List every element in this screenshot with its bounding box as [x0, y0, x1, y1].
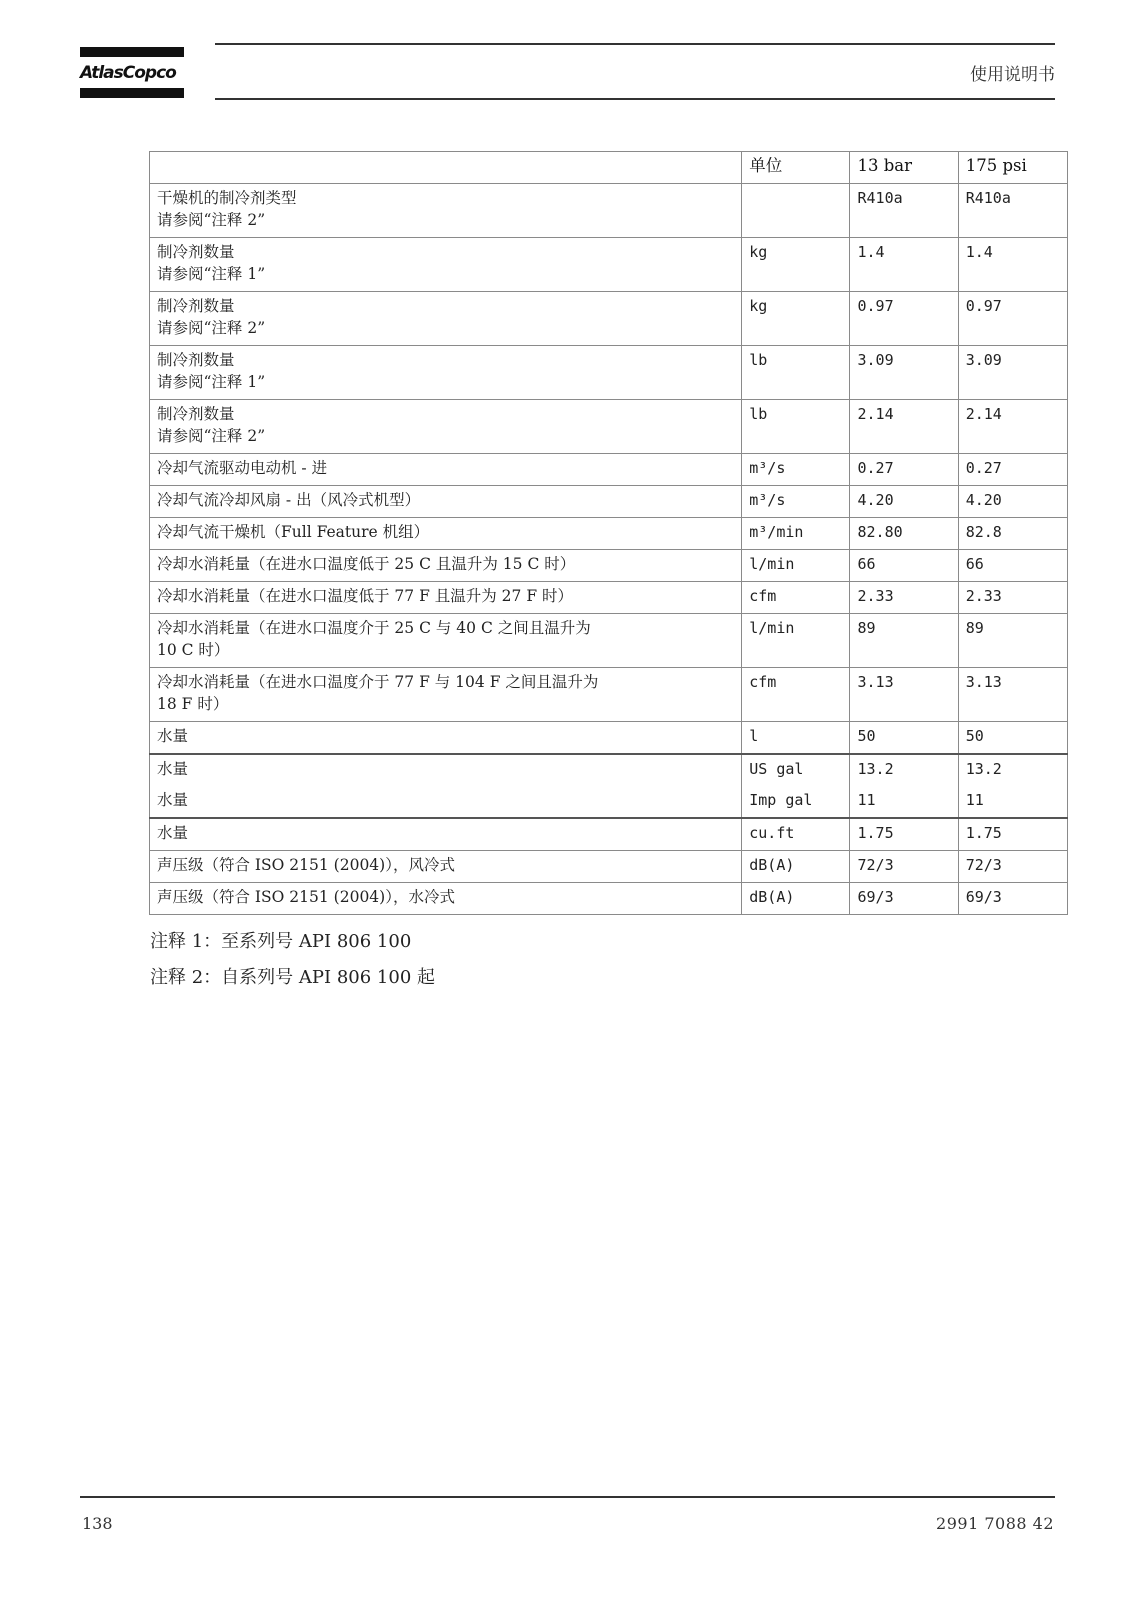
cell-unit: cfm — [742, 668, 850, 722]
cell-175psi: 1.75 — [958, 818, 1067, 851]
description-line: 制冷剂数量 — [157, 243, 235, 261]
cell-description — [150, 786, 742, 818]
cell-13bar: 50 — [850, 722, 958, 755]
note-1: 注释 1：至系列号 API 806 100 — [150, 931, 412, 952]
description-line: 10 C 时） — [157, 641, 230, 659]
description-line: 水量 — [157, 760, 189, 778]
cell-175psi: 4.20 — [958, 486, 1067, 518]
table-row — [150, 454, 1068, 486]
cell-unit: kg — [742, 238, 850, 292]
cell-description — [150, 346, 742, 400]
cell-unit: lb — [742, 400, 850, 454]
note-2: 注释 2：自系列号 API 806 100 起 — [150, 967, 435, 988]
cell-13bar: 13.2 — [850, 754, 958, 786]
cell-13bar: R410a — [850, 184, 958, 238]
cell-description — [150, 614, 742, 668]
cell-unit: dB(A) — [742, 883, 850, 915]
table-row — [150, 550, 1068, 582]
table-row — [150, 582, 1068, 614]
table-row — [150, 518, 1068, 550]
cell-unit: cfm — [742, 582, 850, 614]
cell-13bar: 3.13 — [850, 668, 958, 722]
cell-13bar: 0.27 — [850, 454, 958, 486]
cell-description — [150, 818, 742, 851]
cell-175psi: 89 — [958, 614, 1067, 668]
table-body — [150, 184, 1068, 915]
description-line: 水量 — [157, 727, 189, 745]
cell-175psi: 0.97 — [958, 292, 1067, 346]
cell-description — [150, 454, 742, 486]
table-row — [150, 238, 1068, 292]
description-line: 冷却水消耗量（在进水口温度低于 25 C 且温升为 15 C 时） — [157, 555, 576, 573]
table-row — [150, 292, 1068, 346]
description-line: 水量 — [157, 791, 189, 809]
page-number: 138 — [82, 1514, 113, 1533]
cell-description — [150, 550, 742, 582]
table-row — [150, 722, 1068, 755]
cell-description — [150, 238, 742, 292]
cell-description — [150, 722, 742, 755]
cell-unit: l — [742, 722, 850, 755]
cell-175psi: 69/3 — [958, 883, 1067, 915]
cell-175psi: R410a — [958, 184, 1067, 238]
cell-13bar: 69/3 — [850, 883, 958, 915]
cell-13bar: 2.33 — [850, 582, 958, 614]
cell-description — [150, 486, 742, 518]
column-header-13bar: 13 bar — [850, 152, 958, 184]
column-header-unit: 单位 — [742, 152, 850, 184]
cell-175psi: 2.14 — [958, 400, 1067, 454]
table-row — [150, 184, 1068, 238]
cell-13bar: 0.97 — [850, 292, 958, 346]
description-line: 制冷剂数量 — [157, 351, 235, 369]
logo-wordmark: AtlasCopco — [80, 63, 176, 83]
table-row — [150, 668, 1068, 722]
cell-unit: kg — [742, 292, 850, 346]
cell-13bar: 66 — [850, 550, 958, 582]
table-row — [150, 818, 1068, 851]
cell-description — [150, 883, 742, 915]
cell-13bar: 72/3 — [850, 851, 958, 883]
cell-175psi: 0.27 — [958, 454, 1067, 486]
cell-unit: lb — [742, 346, 850, 400]
table-row — [150, 851, 1068, 883]
cell-175psi: 66 — [958, 550, 1067, 582]
table-row — [150, 786, 1068, 818]
cell-unit: m³/s — [742, 454, 850, 486]
cell-description — [150, 292, 742, 346]
specification-table — [149, 151, 1068, 915]
description-line: 声压级（符合 ISO 2151 (2004)），水冷式 — [157, 888, 455, 906]
logo-top-bar — [80, 47, 184, 57]
description-line: 18 F 时） — [157, 695, 229, 713]
table-row — [150, 346, 1068, 400]
table-row — [150, 486, 1068, 518]
cell-13bar: 2.14 — [850, 400, 958, 454]
table-header-row — [150, 152, 1068, 184]
cell-description — [150, 518, 742, 550]
cell-unit: m³/s — [742, 486, 850, 518]
description-line: 冷却水消耗量（在进水口温度低于 77 F 且温升为 27 F 时） — [157, 587, 574, 605]
cell-description — [150, 582, 742, 614]
column-header-175psi: 175 psi — [958, 152, 1067, 184]
document-type-label: 使用说明书 — [970, 65, 1055, 85]
cell-unit — [742, 184, 850, 238]
cell-description — [150, 400, 742, 454]
description-line: 请参阅“注释 2” — [157, 211, 266, 229]
cell-13bar: 1.75 — [850, 818, 958, 851]
cell-13bar: 4.20 — [850, 486, 958, 518]
table-row — [150, 400, 1068, 454]
notes-section — [150, 930, 435, 1002]
cell-13bar: 89 — [850, 614, 958, 668]
cell-13bar: 11 — [850, 786, 958, 818]
description-line: 制冷剂数量 — [157, 405, 235, 423]
description-line: 声压级（符合 ISO 2151 (2004)），风冷式 — [157, 856, 455, 874]
cell-description — [150, 668, 742, 722]
cell-175psi: 11 — [958, 786, 1067, 818]
cell-175psi: 13.2 — [958, 754, 1067, 786]
cell-unit: Imp gal — [742, 786, 850, 818]
cell-175psi: 3.13 — [958, 668, 1067, 722]
logo-bottom-bar — [80, 88, 184, 98]
cell-unit: cu.ft — [742, 818, 850, 851]
table-row — [150, 754, 1068, 786]
description-line: 水量 — [157, 824, 189, 842]
cell-unit: US gal — [742, 754, 850, 786]
cell-175psi: 1.4 — [958, 238, 1067, 292]
cell-unit: m³/min — [742, 518, 850, 550]
cell-175psi: 82.8 — [958, 518, 1067, 550]
document-number: 2991 7088 42 — [936, 1514, 1054, 1533]
cell-13bar: 1.4 — [850, 238, 958, 292]
description-line: 请参阅“注释 1” — [157, 265, 266, 283]
table-row — [150, 883, 1068, 915]
description-line: 请参阅“注释 2” — [157, 319, 266, 337]
footer-rule — [80, 1496, 1055, 1498]
header-rule-top — [215, 43, 1055, 45]
description-line: 请参阅“注释 1” — [157, 373, 266, 391]
cell-unit: l/min — [742, 550, 850, 582]
description-line: 冷却水消耗量（在进水口温度介于 25 C 与 40 C 之间且温升为 — [157, 619, 591, 637]
description-line: 请参阅“注释 2” — [157, 427, 266, 445]
column-header-description — [150, 152, 742, 184]
atlas-copco-logo — [80, 47, 186, 99]
description-line: 冷却水消耗量（在进水口温度介于 77 F 与 104 F 之间且温升为 — [157, 673, 599, 691]
cell-175psi: 50 — [958, 722, 1067, 755]
cell-175psi: 3.09 — [958, 346, 1067, 400]
description-line: 冷却气流驱动电动机 - 进 — [157, 459, 328, 477]
description-line: 冷却气流冷却风扇 - 出（风冷式机型） — [157, 491, 421, 509]
header-rule-bottom — [215, 98, 1055, 100]
cell-description — [150, 184, 742, 238]
description-line: 制冷剂数量 — [157, 297, 235, 315]
cell-unit: l/min — [742, 614, 850, 668]
cell-unit: dB(A) — [742, 851, 850, 883]
table-row — [150, 614, 1068, 668]
cell-description — [150, 754, 742, 786]
cell-13bar: 3.09 — [850, 346, 958, 400]
cell-description — [150, 851, 742, 883]
cell-175psi: 2.33 — [958, 582, 1067, 614]
description-line: 干燥机的制冷剂类型 — [157, 189, 297, 207]
description-line: 冷却气流干燥机（Full Feature 机组） — [157, 523, 430, 541]
cell-175psi: 72/3 — [958, 851, 1067, 883]
cell-13bar: 82.80 — [850, 518, 958, 550]
